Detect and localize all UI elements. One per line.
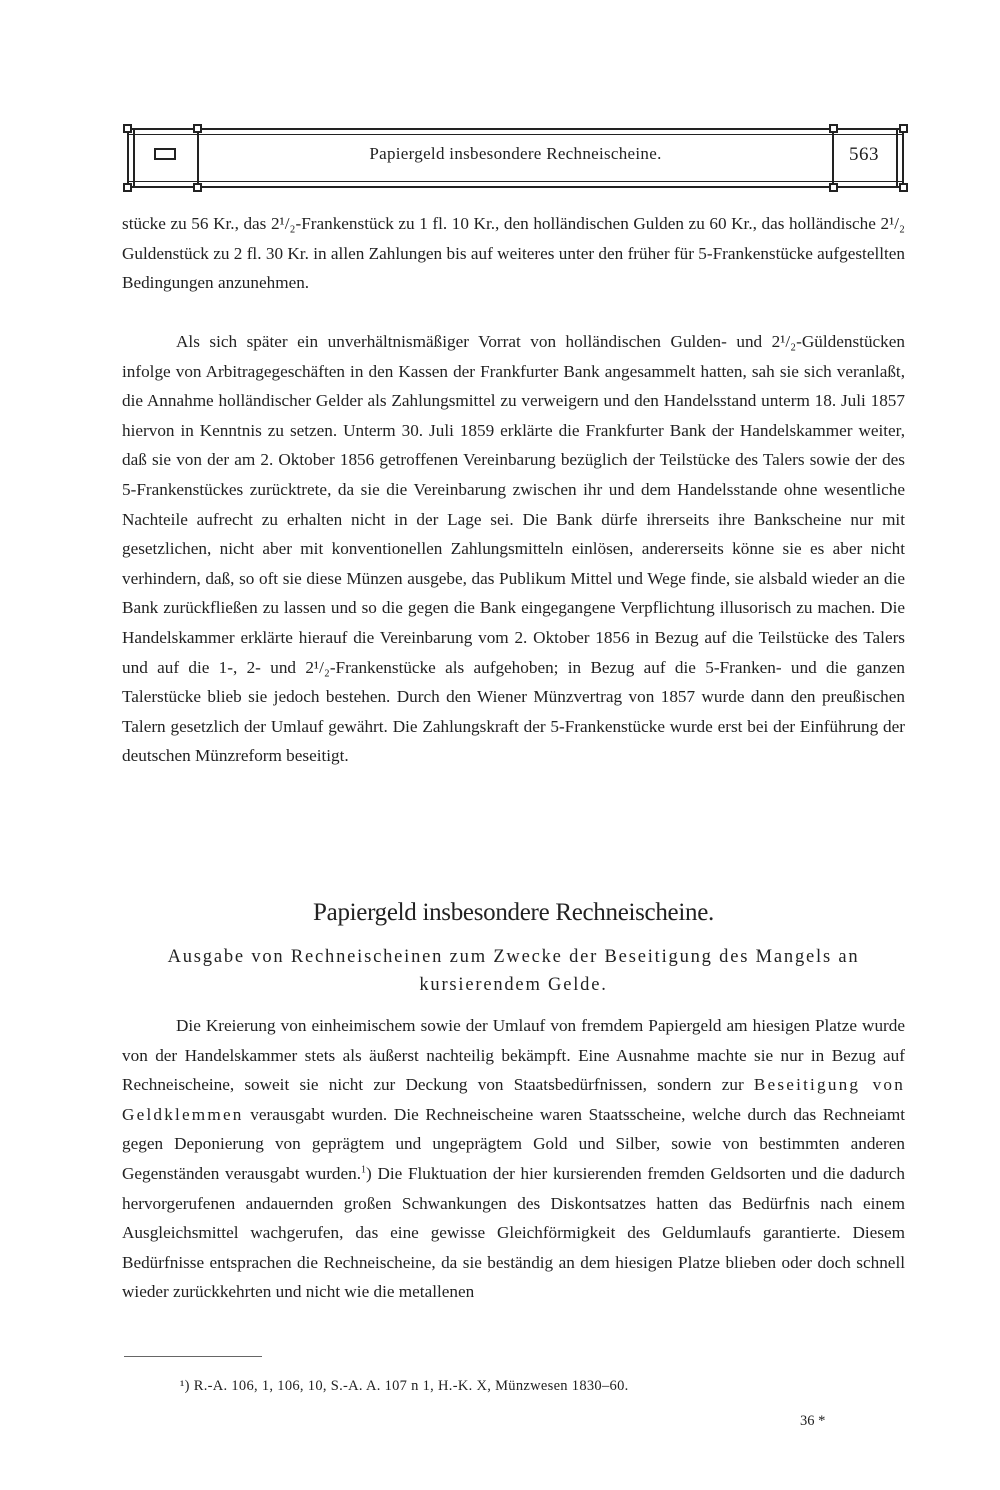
running-title: Papiergeld insbesondere Rechneischeine. [369,144,662,163]
header-divider [197,128,199,188]
header-corner-ornament [123,183,132,192]
header-corner-ornament [193,124,202,133]
body-text: Die Kreierung von einheimischem sowie der Umlauf von fremdem Papiergeld am hiesigen Platze wurde von der Handelskammer stets als äußerst nachteilig bekämpft. Eine Ausnahme machte sie nur in Bezug auf Rechneischeine, soweit sie nicht zur Deckung von Staatsbedürfnissen, sondern zur [122,1016,905,1095]
header-corner-ornament [193,183,202,192]
paragraph-continued: stücke zu 56 Kr., das 2¹/₂-Frankenstück zu 1 fl. 10 Kr., den holländischen Gulden zu 60 Kr., das holländische 2¹/₂ Guldenstück zu 2 fl. 30 Kr. in allen Zahlungen bis auf weiteres unter den früher für 5-Frankenstücke aufgestellten Bedingungen anzunehmen. [122,214,905,293]
section-heading: Papiergeld insbesondere Rechneischeine. [313,899,714,926]
header-ornament-box [154,148,176,160]
page-number: 563 [849,144,879,165]
footnote-text: R.-A. 106, 1, 106, 10, S.-A. A. 107 n 1, H.-K. X, Münzwesen 1830–60. [193,1378,629,1394]
body-text: verausgabt wurden. Die Rechneischeine waren Staatsscheine, welche durch das Rechneiamt gegen Deponierung von geprägtem und ungeprägtem Gold und Silber, sowie von bestimmten anderen Gegenständen verausgabt wurden. [122,1104,905,1183]
paragraph: Als sich später ein unverhältnismäßiger Vorrat von holländischen Gulden- und 2¹/₂-Güldenstücken infolge von Arbitragegeschäften in den Kassen der Frankfurter Bank angesammelt hatten, sah sie sich veranlaßt, die Annahme holländischer Gelder als Zahlungsmittel zu verweigern und den Handelsstand unterm 18. Juli 1857 hiervon in Kenntnis zu setzen. Unterm 30. Juli 1859 erklärte die Frankfurter Bank der Handelskammer weiter, daß sie von der am 2. Oktober 1856 getroffenen Vereinbarung bezüglich der Teilstücke des Talers sowie der des 5-Frankenstückes zurücktrete, da sie die Vereinbarung zwischen ihr und dem Handelsstande ohne wesentliche Nachteile aufrecht zu erhalten nicht in der Lage sei. Die Bank dürfe ihrerseits ihre Bankscheine nur mit gesetzlichen, nicht aber mit konventionellen Zahlungsmitteln einlösen, andererseits könne sie es aber nicht verhindern, daß, so oft sie diese Münzen ausgebe, das Publikum Mittel und Wege finde, sie alsbald wieder an die Bank zurückfließen zu lassen und so die gegen die Bank eingegangene Verpflichtung illusorisch zu machen. Die Handelskammer erklärte hierauf die Vereinbarung vom 2. Oktober 1856 in Bezug auf die Teilstücke des Talers und auf die 1-, 2- und 2¹/₂-Frankenstücke als aufgehoben; in Bezug auf die 5-Franken- und die ganzen Talerstücke blieb sie jedoch bestehen. Durch den Wiener Münzvertrag von 1857 wurde dann den preußischen Talern gesetzlich der Umlauf gewährt. Die Zahlungskraft der 5-Frankenstücke wurde erst bei der Einführung der deutschen Münzreform beseitigt. [122,332,905,766]
header-corner-ornament [899,183,908,192]
header-corner-ornament [829,124,838,133]
header-corner-ornament [829,183,838,192]
header-corner-ornament [899,124,908,133]
header-divider [896,128,898,188]
footnote [180,1378,629,1395]
footnote-mark: ¹) [180,1378,190,1394]
header-rule-bottom [127,181,904,182]
running-header [127,128,904,188]
footnote-rule [124,1356,262,1357]
header-rule-top [127,134,904,135]
paragraph [122,1011,905,1307]
body-text: ) Die Fluktuation der hier kursierenden fremden Geldsorten und die dadurch hervorgerufenen andauernden großen Schwankungen des Diskontsatzes hatten das Bedürfnis nach einem Ausgleichsmittel wachgerufen, das eine gewisse Gleichförmigkeit des Geldumlaufs garantierte. Diesem Bedürfnisse entsprachen die Rechneischeine, da sie beständig an dem hiesigen Platze blieben oder doch schnell wieder zurückkehrten und nicht wie die metallenen [122,1163,905,1302]
header-corner-ornament [123,124,132,133]
section-subtitle: Ausgabe von Rechneischeinen zum Zwecke der Beseitigung des Mangels an kursierendem Gelde. [167,947,860,995]
header-divider [133,128,135,188]
spaced-emphasis: Beseitigung von Geldklemmen [122,1075,905,1124]
sheet-signature: 36 * [800,1413,826,1429]
footnote-reference[interactable]: 1 [361,1164,367,1176]
